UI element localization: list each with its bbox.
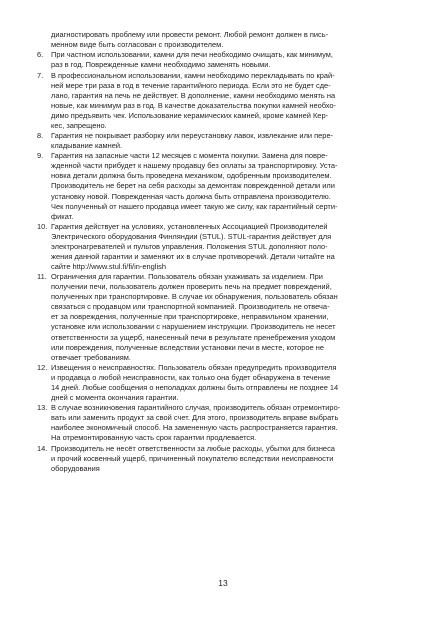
list-item-continuation	[37, 30, 422, 50]
list-item	[37, 50, 422, 70]
list-item-text: Ограничения для гарантии. Пользователь обязан ухаживать за изделием. При получении печи, пользователь должен проверить печь на предмет повреждений, полученных при транспортировке. В случае их обнаружения, пользователь обязан связаться с продавцом или транспортной компанией. Производитель не отвеча- ет за повреждения, полученные при транспортировке, неправильном хранении, установке или использовании с нарушением инструкции. Производитель не несет ответственности за ущерб, нанесенный печи в результате пренебрежения уходом или повреждения, полученные вследствии установки печи в месте, которое не отвечает требованиям.	[51, 272, 338, 362]
list-item-text: Гарантия не покрывает разборку или переустановку лавок, извлекание или пере- кладывание камней.	[51, 131, 334, 151]
list-item-number: 14.	[37, 443, 48, 453]
list-item	[37, 272, 422, 362]
list-item	[37, 222, 422, 272]
list-item	[37, 71, 422, 131]
list-item	[37, 403, 422, 443]
list-item-text: В случае возникновения гарантийного случая, производитель обязан отремонтиро- вать или заменить продукт за свой счет. Для этого, производитель вправе выбрать наиболее экономичный способ. На замененную часть распространяется гарантия. На отремонтированную часть срок гарантии продлевается.	[51, 403, 341, 443]
list-item-number: 12.	[37, 362, 48, 372]
list-item-number: 7.	[37, 70, 44, 80]
list-item-text: В профессиональном использовании, камни необходимо перекладывать по край- ней мере три раза в год в течение гарантийного периода. Если это не будет сде- лано, гарантия на печь не действует. В дополнение, камни необходимо менять на новые, как минимум раз в год. В качестве доказательства покупки камней необхо- димо предъявить чек. Использование керамических камней, кроме камней Кер- кес, запрещено.	[51, 70, 336, 130]
list-item-number: 10.	[37, 221, 48, 231]
list-item-number: 9.	[37, 151, 44, 161]
list-item-number: 13.	[37, 403, 48, 413]
list-item-number: 6.	[37, 50, 44, 60]
list-item	[37, 363, 422, 403]
list-item-number: 11.	[37, 272, 47, 282]
list-item-number: 8.	[37, 131, 44, 141]
list-item-text: Производитель не несёт ответственности за любые расходы, убытки для бизнеса и прочий косвенный ущерб, причиненный покупателю вследствии неисправности оборудования	[51, 443, 335, 473]
list-item-text: При частном использовании, камни для печи необходимо очищать, как минимум, раз в год. Поврежденные камни необходимо заменять новыми.	[51, 50, 333, 70]
list-item-text: Извещения о неисправностях. Пользователь обязан предупредить производителя и продавца о любой неисправности, как только она будет обнаружена в течение 14 дней. Любые сообщения о неполадках должны быть отправлены не позднее 14 дней с момента окончания гарантии.	[51, 362, 339, 402]
list-item-text: Гарантия на запасные части 12 месяцев с момента покупки. Замена для повре- жденной части прибудет к нашему продавцу без оплаты за транспортировку. Уста- новка детали должна быть проведена механиком, одобренным производителем. Производитель не берет на себя расходы за демонтаж поврежденной детали или установку новой. Поврежденная часть должна быть отправлена производителю. Чек полученный от нашего продавца имеет такую же силу, как гарантийный серти- фикат.	[51, 151, 338, 221]
page-number: 13	[218, 578, 228, 588]
list-item	[37, 444, 422, 474]
warranty-terms	[37, 30, 422, 474]
list-item-text: диагностировать проблему или провести ремонт. Любой ремонт должен в пись- менном виде быть согласован с производителем.	[51, 30, 329, 50]
list-item-text: Гарантия действует на условиях, установленных Ассоциацией Производителей Электрического оборудования Финляндии (STUL). STUL-гарантия действует для электронагревателей и пультов управления. Положения STUL дополняют поло- жения данной гарантии и заменяют их в случае противоречий. Детали читайте на сайте http://www.stul.fi/fi/in-english	[51, 221, 335, 272]
list-item	[37, 151, 422, 221]
list-item	[37, 131, 422, 151]
